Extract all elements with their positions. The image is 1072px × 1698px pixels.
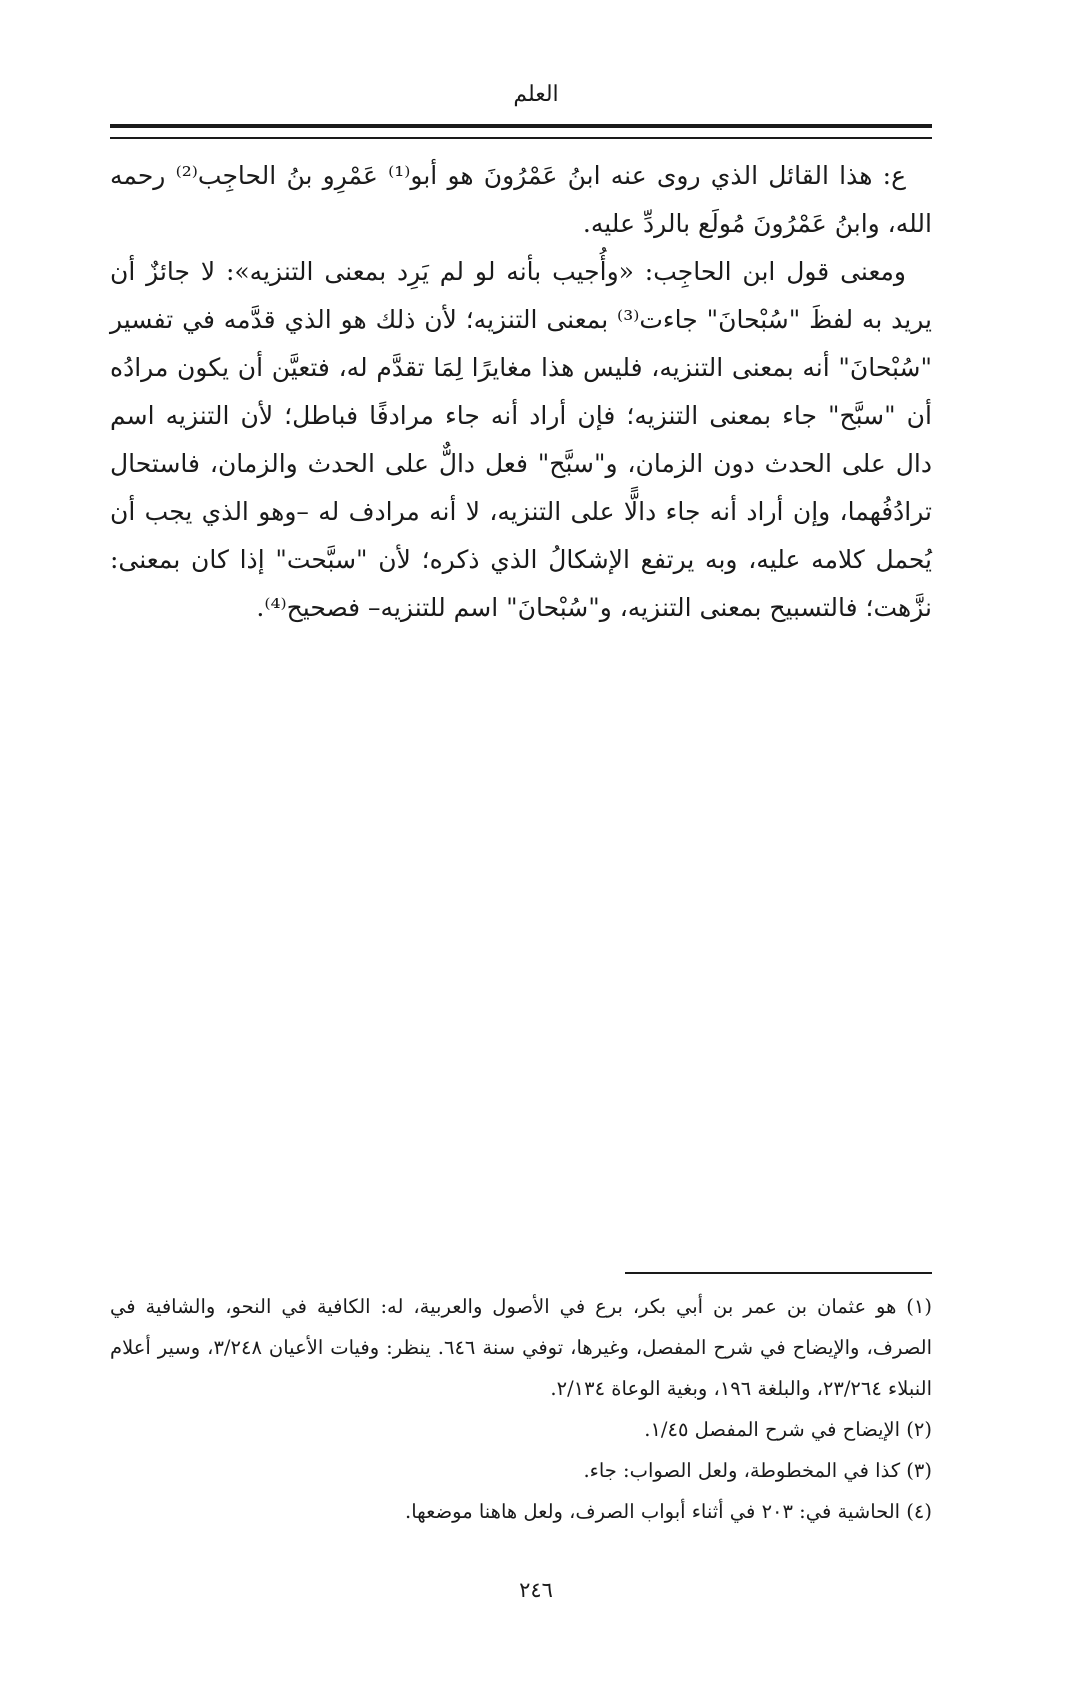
footnote-2: (٢) الإيضاح في شرح المفصل ١/٤٥. (644, 1418, 932, 1441)
footnote-1: (١) هو عثمان بن عمر بن أبي بكر، برع في الأصول والعربية، له: الكافية في النحو، والشافية في الصرف، والإيضاح في شرح المفصل، وغيرها، توفي سنة ٦٤٦. ينظر: وفيات الأعيان ٣/٢٤٨، وسير أعلام النبلاء ٢٣/٢٦٤، والبلغة ١٩٦، وبغية الوعاة ٢/١٣٤. (110, 1295, 932, 1400)
running-header-title: العلم (513, 82, 559, 107)
footnote-3: (٣) كذا في المخطوطة، ولعل الصواب: جاء. (583, 1459, 932, 1482)
paragraph-2: ومعنى قول ابن الحاجِب: «وأُجيب بأنه لو لم يَرِد بمعنى التنزيه»: لا جائزٌ أن يريد به لفظَ "سُبْحانَ" جاءت⁽³⁾ بمعنى التنزيه؛ لأن ذلك هو الذي قدَّمه في تفسير "سُبْحانَ" أنه بمعنى التنزيه، فليس هذا مغايرًا لِمَا تقدَّم له، فتعيَّن أن يكون مرادُه أن "سبَّح" جاء بمعنى التنزيه؛ فإن أراد أنه جاء مرادفًا فباطل؛ لأن التنزيه اسم دال على الحدث دون الزمان، و"سبَّح" فعل دالٌّ على الحدث والزمان، فاستحال ترادُفُهما، وإن أراد أنه جاء دالًّا على التنزيه، لا أنه مرادف له –وهو الذي يجب أن يُحمل كلامه عليه، وبه يرتفع الإشكالُ الذي ذكره؛ لأن "سبَّحت" إذا كان بمعنى: نزَّهت؛ فالتسبيح بمعنى التنزيه، و"سُبْحانَ" اسم للتنزيه– فصحيح⁽⁴⁾. (110, 257, 932, 622)
header-rule-thin (110, 137, 932, 139)
main-text (110, 152, 932, 632)
footnote-separator (625, 1272, 932, 1274)
header-rule-thick (110, 124, 932, 128)
footnote-4: (٤) الحاشية في: ٢٠٣ في أثناء أبواب الصرف، ولعل هاهنا موضعها. (405, 1500, 932, 1523)
page-number: ٢٤٦ (519, 1578, 553, 1602)
footnotes (110, 1286, 932, 1532)
paragraph-1: ع: هذا القائل الذي روى عنه ابنُ عَمْرُونَ هو أبو⁽¹⁾ عَمْرِو بنُ الحاجِب⁽²⁾ رحمه الله، وابنُ عَمْرُونَ مُولَع بالردِّ عليه. (110, 161, 932, 238)
